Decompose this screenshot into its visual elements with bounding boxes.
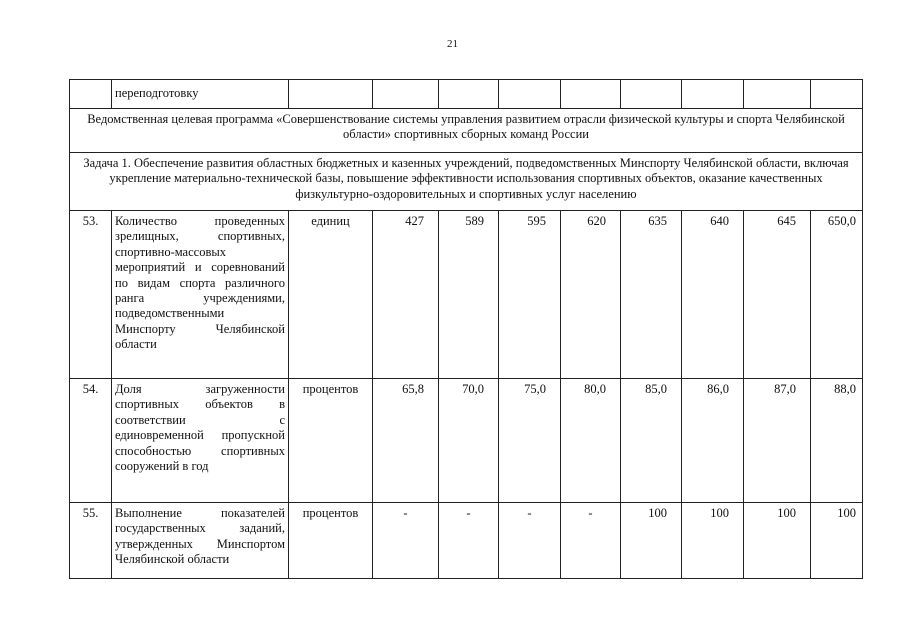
value-cell: 86,0 bbox=[682, 379, 744, 503]
value-cell: 85,0 bbox=[621, 379, 682, 503]
task-heading-row bbox=[70, 153, 863, 211]
table-row bbox=[70, 379, 863, 503]
unit-cell bbox=[289, 80, 373, 109]
table-row bbox=[70, 211, 863, 379]
page-number: 21 bbox=[447, 38, 458, 50]
program-heading: Ведомственная целевая программа «Совершенствование системы управления развитием отрасли физической культуры и спорта Челябинской области» спортивных сборных команд России bbox=[70, 109, 863, 153]
value-cell: 620 bbox=[561, 211, 621, 379]
table-row-continued bbox=[70, 80, 863, 109]
value-cell: 100 bbox=[811, 503, 863, 579]
value-cell: 80,0 bbox=[561, 379, 621, 503]
value-cell: 100 bbox=[621, 503, 682, 579]
program-heading-row bbox=[70, 109, 863, 153]
value-cell: - bbox=[373, 503, 439, 579]
value-cell: - bbox=[499, 503, 561, 579]
value-cell: 650,0 bbox=[811, 211, 863, 379]
value-cell: 645 bbox=[744, 211, 811, 379]
value-cell: 70,0 bbox=[439, 379, 499, 503]
row-number: 54. bbox=[70, 379, 112, 503]
indicator-cell: Количество проведенных зрелищных, спортивных, спортивно-массовых мероприятий и соревнований по видам спорта различного ранга учреждениями, подведомственными Минспорту Челябинской области bbox=[112, 211, 289, 379]
indicator-cell: переподготовку bbox=[112, 80, 289, 109]
value-cell bbox=[373, 80, 439, 109]
value-cell: 427 bbox=[373, 211, 439, 379]
num-cell bbox=[70, 80, 112, 109]
value-cell bbox=[744, 80, 811, 109]
value-cell: 65,8 bbox=[373, 379, 439, 503]
unit-cell: процентов bbox=[289, 503, 373, 579]
value-cell: 75,0 bbox=[499, 379, 561, 503]
value-cell: 640 bbox=[682, 211, 744, 379]
value-cell: 87,0 bbox=[744, 379, 811, 503]
row-number: 53. bbox=[70, 211, 112, 379]
value-cell bbox=[621, 80, 682, 109]
value-cell bbox=[561, 80, 621, 109]
value-cell bbox=[439, 80, 499, 109]
value-cell: - bbox=[439, 503, 499, 579]
unit-cell: единиц bbox=[289, 211, 373, 379]
indicator-cell: Выполнение показателей государственных заданий, утвержденных Минспортом Челябинской области bbox=[112, 503, 289, 579]
value-cell: 100 bbox=[682, 503, 744, 579]
indicator-cell: Доля загруженности спортивных объектов в соответствии с единовременной пропускной способностью спортивных сооружений в год bbox=[112, 379, 289, 503]
indicators-table bbox=[69, 79, 863, 579]
value-cell: - bbox=[561, 503, 621, 579]
value-cell: 100 bbox=[744, 503, 811, 579]
value-cell: 635 bbox=[621, 211, 682, 379]
row-number: 55. bbox=[70, 503, 112, 579]
value-cell: 589 bbox=[439, 211, 499, 379]
value-cell bbox=[499, 80, 561, 109]
value-cell: 88,0 bbox=[811, 379, 863, 503]
value-cell bbox=[682, 80, 744, 109]
value-cell bbox=[811, 80, 863, 109]
task-heading: Задача 1. Обеспечение развития областных бюджетных и казенных учреждений, подведомственных Минспорту Челябинской области, включая укрепление материально-технической базы, повышение эффективности использования спортивных объектов, оказание качественных физкультурно-оздоровительных и спортивных услуг населению bbox=[70, 153, 863, 211]
unit-cell: процентов bbox=[289, 379, 373, 503]
table-row bbox=[70, 503, 863, 579]
value-cell: 595 bbox=[499, 211, 561, 379]
